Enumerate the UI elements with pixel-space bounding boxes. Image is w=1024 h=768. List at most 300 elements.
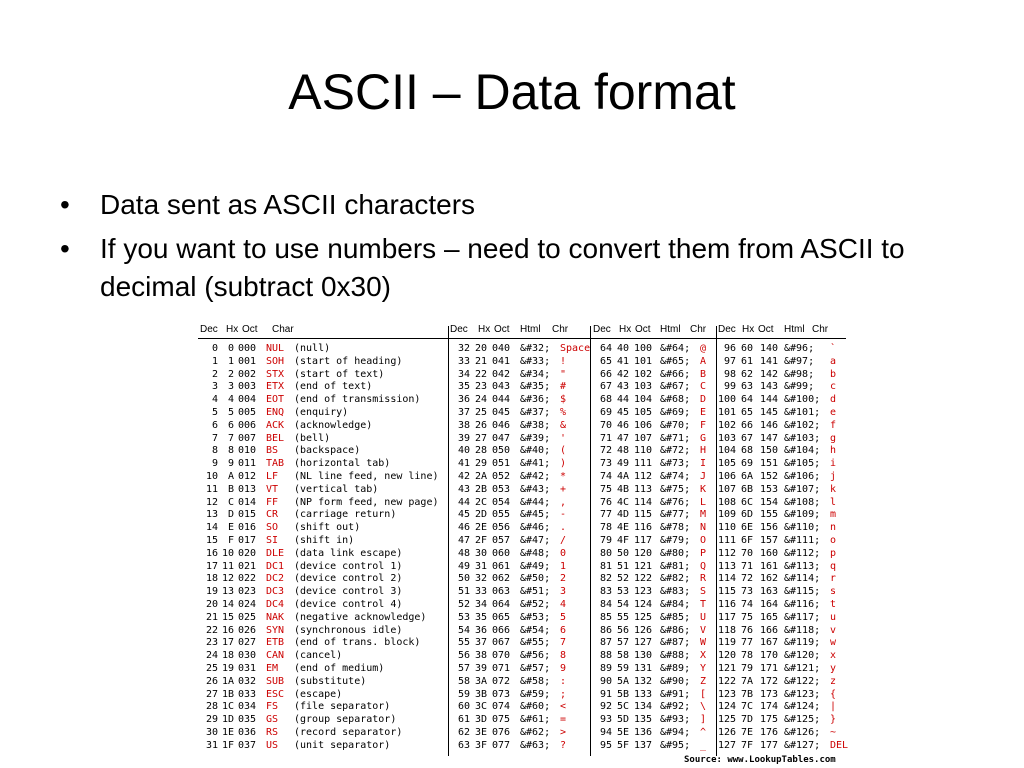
cell-hex: 13 [221,586,234,598]
cell-dec: 39 [457,432,470,444]
cell-dec: 35 [457,381,470,393]
cell-chr: 9 [560,663,567,674]
cell-dec: 25 [205,663,218,674]
cell-chr: u [830,611,837,623]
cell-hex: 48 [616,445,629,457]
cell-html: &#112; [784,547,821,559]
cell-description: (backspace) [294,445,361,457]
cell-description: (synchronous idle) [294,624,403,636]
table-row [198,509,858,522]
table-row [198,689,858,702]
cell-abbr: VT [266,483,279,495]
cell-hex: 4E [616,522,629,534]
table-row [198,535,858,548]
cell-dec: 87 [599,637,612,649]
cell-chr: M [700,509,707,521]
cell-hex: 67 [740,432,753,444]
cell-hex: 4D [616,509,629,521]
cell-hex: 57 [616,637,629,649]
cell-html: &#114; [784,573,821,585]
cell-hex: 73 [740,586,753,598]
cell-html: &#78; [660,522,691,534]
cell-description: (null) [294,343,331,354]
cell-oct: 133 [634,688,653,700]
cell-oct: 040 [492,343,511,354]
column-header: Oct [758,324,774,335]
cell-html: &#44; [520,496,551,508]
cell-dec: 45 [457,509,470,521]
cell-hex: 35 [474,611,487,623]
cell-dec: 30 [205,727,218,738]
cell-abbr: EM [266,663,279,674]
table-row [198,599,858,612]
cell-oct: 010 [238,445,257,457]
cell-html: &#45; [520,509,551,521]
cell-chr: + [560,483,567,495]
cell-chr: @ [700,343,707,354]
cell-dec: 62 [457,727,470,738]
cell-chr: & [560,419,567,431]
column-header: Html [660,324,681,335]
cell-chr: { [830,688,837,700]
cell-oct: 132 [634,675,653,687]
table-row [198,561,858,574]
cell-html: &#76; [660,496,691,508]
cell-dec: 122 [717,675,736,687]
cell-oct: 117 [634,535,653,546]
cell-description: (shift in) [294,535,355,546]
cell-abbr: ETB [266,637,285,649]
cell-dec: 57 [457,663,470,674]
cell-chr: DEL [830,739,849,751]
cell-dec: 119 [717,637,736,649]
cell-dec: 27 [205,688,218,700]
column-header: Html [520,324,541,335]
cell-dec: 1 [211,355,218,367]
cell-html: &#103; [784,432,821,444]
cell-hex: 5F [616,739,629,751]
cell-hex: 30 [474,547,487,559]
cell-oct: 135 [634,714,653,726]
cell-description: (enquiry) [294,407,349,418]
cell-html: &#59; [520,688,551,700]
cell-oct: 136 [634,727,653,738]
cell-html: &#85; [660,611,691,623]
cell-html: &#111; [784,535,821,546]
cell-hex: 22 [474,368,487,380]
cell-dec: 98 [723,368,736,380]
cell-oct: 036 [238,727,257,738]
cell-html: &#107; [784,483,821,495]
cell-description: (start of heading) [294,355,403,367]
table-row [198,420,858,433]
cell-html: &#118; [784,624,821,636]
cell-oct: 007 [238,432,257,444]
cell-hex: 74 [740,599,753,610]
cell-chr: [ [700,688,707,700]
cell-oct: 011 [238,458,257,470]
cell-dec: 76 [599,496,612,508]
cell-dec: 24 [205,650,218,662]
cell-chr: 3 [560,586,567,598]
cell-oct: 000 [238,343,257,354]
cell-description: (end of medium) [294,663,385,674]
cell-oct: 142 [760,368,779,380]
cell-oct: 175 [760,714,779,726]
cell-dec: 73 [599,458,612,470]
cell-hex: 56 [616,624,629,636]
cell-hex: 65 [740,407,753,418]
cell-html: &#123; [784,688,821,700]
cell-dec: 113 [717,560,736,572]
table-row [198,740,858,753]
cell-dec: 15 [205,535,218,546]
cell-hex: 29 [474,458,487,470]
cell-oct: 024 [238,599,257,610]
cell-chr: j [830,471,837,482]
cell-html: &#92; [660,701,691,713]
cell-dec: 26 [205,675,218,687]
bullet-item [60,230,950,306]
cell-oct: 032 [238,675,257,687]
cell-hex: 6E [740,522,753,534]
cell-chr: } [830,714,837,726]
cell-dec: 112 [717,547,736,559]
cell-dec: 9 [211,458,218,470]
cell-hex: 63 [740,381,753,393]
cell-hex: F [227,535,234,546]
cell-chr: ' [560,432,567,444]
cell-dec: 58 [457,675,470,687]
cell-chr: Z [700,675,707,687]
cell-chr: X [700,650,707,662]
cell-oct: 104 [634,394,653,406]
cell-chr: Q [700,560,707,572]
table-row [198,433,858,446]
cell-oct: 162 [760,573,779,585]
cell-abbr: STX [266,368,285,380]
cell-html: &#125; [784,714,821,726]
table-row [198,586,858,599]
table-row [198,484,858,497]
cell-hex: 27 [474,432,487,444]
cell-abbr: BEL [266,432,285,444]
cell-hex: 72 [740,573,753,585]
cell-oct: 153 [760,483,779,495]
cell-dec: 19 [205,586,218,598]
cell-html: &#62; [520,727,551,738]
cell-description: (end of trans. block) [294,637,421,649]
cell-oct: 171 [760,663,779,674]
cell-description: (cancel) [294,650,343,662]
cell-hex: 60 [740,343,753,354]
cell-chr: # [560,381,567,393]
table-row [198,625,858,638]
cell-html: &#65; [660,355,691,367]
cell-html: &#47; [520,535,551,546]
cell-oct: 070 [492,650,511,662]
cell-dec: 41 [457,458,470,470]
cell-html: &#36; [520,394,551,406]
cell-abbr: SUB [266,675,285,687]
table-row [198,343,858,356]
cell-dec: 4 [211,394,218,406]
cell-hex: 23 [474,381,487,393]
cell-dec: 111 [717,535,736,546]
cell-html: &#93; [660,714,691,726]
cell-oct: 102 [634,368,653,380]
cell-chr: D [700,394,707,406]
cell-hex: 18 [221,650,234,662]
cell-dec: 14 [205,522,218,534]
cell-abbr: ETX [266,381,285,393]
cell-chr: z [830,675,837,687]
cell-html: &#113; [784,560,821,572]
cell-oct: 061 [492,560,511,572]
cell-oct: 114 [634,496,653,508]
cell-oct: 134 [634,701,653,713]
cell-hex: 44 [616,394,629,406]
cell-oct: 143 [760,381,779,393]
cell-dec: 72 [599,445,612,457]
cell-chr: O [700,535,707,546]
cell-html: &#87; [660,637,691,649]
cell-oct: 151 [760,458,779,470]
cell-hex: 59 [616,663,629,674]
cell-hex: 7C [740,701,753,713]
cell-hex: 1D [221,714,234,726]
cell-chr: c [830,381,837,393]
cell-hex: B [227,483,234,495]
cell-dec: 107 [717,483,736,495]
cell-chr: $ [560,394,567,406]
cell-oct: 157 [760,535,779,546]
cell-hex: 78 [740,650,753,662]
cell-dec: 79 [599,535,612,546]
cell-html: &#58; [520,675,551,687]
cell-hex: 47 [616,432,629,444]
cell-hex: 20 [474,343,487,354]
table-row [198,573,858,586]
cell-dec: 65 [599,355,612,367]
cell-dec: 92 [599,701,612,713]
cell-oct: 025 [238,611,257,623]
cell-hex: 26 [474,419,487,431]
cell-hex: 49 [616,458,629,470]
cell-hex: 7D [740,714,753,726]
cell-chr: T [700,599,707,610]
cell-chr: > [560,727,567,738]
cell-description: (device control 3) [294,586,403,598]
cell-chr: q [830,560,837,572]
cell-hex: 4C [616,496,629,508]
cell-oct: 107 [634,432,653,444]
cell-html: &#57; [520,663,551,674]
cell-dec: 11 [205,483,218,495]
cell-oct: 124 [634,599,653,610]
cell-dec: 124 [717,701,736,713]
cell-dec: 64 [599,343,612,354]
cell-hex: 0 [227,343,234,354]
cell-oct: 041 [492,355,511,367]
cell-dec: 125 [717,714,736,726]
cell-hex: D [227,509,234,521]
cell-dec: 110 [717,522,736,534]
cell-oct: 051 [492,458,511,470]
cell-html: &#35; [520,381,551,393]
cell-html: &#83; [660,586,691,598]
cell-oct: 042 [492,368,511,380]
cell-oct: 170 [760,650,779,662]
cell-chr: N [700,522,707,534]
cell-dec: 69 [599,407,612,418]
cell-hex: 53 [616,586,629,598]
cell-oct: 023 [238,586,257,598]
cell-oct: 140 [760,343,779,354]
table-row [198,369,858,382]
cell-dec: 70 [599,419,612,431]
cell-dec: 83 [599,586,612,598]
cell-chr: i [830,458,837,470]
cell-oct: 033 [238,688,257,700]
cell-oct: 052 [492,471,511,482]
cell-html: &#102; [784,419,821,431]
cell-chr: ; [560,688,567,700]
cell-html: &#98; [784,368,815,380]
cell-html: &#70; [660,419,691,431]
cell-dec: 20 [205,599,218,610]
cell-description: (bell) [294,432,331,444]
cell-hex: 2B [474,483,487,495]
cell-oct: 177 [760,739,779,751]
cell-html: &#95; [660,739,691,751]
cell-oct: 062 [492,573,511,585]
cell-abbr: DC3 [266,586,285,598]
cell-abbr: NUL [266,343,285,354]
cell-dec: 50 [457,573,470,585]
cell-hex: 58 [616,650,629,662]
cell-dec: 10 [205,471,218,482]
cell-hex: 6B [740,483,753,495]
cell-chr: 5 [560,611,567,623]
cell-chr: s [830,586,837,598]
cell-oct: 137 [634,739,653,751]
bullet-item [60,186,950,224]
cell-html: &#127; [784,739,821,751]
cell-oct: 165 [760,611,779,623]
cell-dec: 100 [717,394,736,406]
cell-chr: % [560,407,567,418]
cell-html: &#109; [784,509,821,521]
cell-hex: 55 [616,611,629,623]
cell-dec: 22 [205,624,218,636]
cell-oct: 120 [634,547,653,559]
cell-chr: p [830,547,837,559]
cell-oct: 012 [238,471,257,482]
cell-chr: 2 [560,573,567,585]
cell-hex: 33 [474,586,487,598]
cell-oct: 110 [634,445,653,457]
cell-oct: 003 [238,381,257,393]
table-row [198,676,858,689]
cell-dec: 13 [205,509,218,521]
slide-title: ASCII – Data format [288,64,736,120]
column-header: Dec [450,324,468,335]
cell-oct: 156 [760,522,779,534]
cell-chr: G [700,432,707,444]
cell-dec: 117 [717,611,736,623]
cell-dec: 17 [205,560,218,572]
cell-oct: 105 [634,407,653,418]
cell-oct: 063 [492,586,511,598]
cell-dec: 31 [205,739,218,751]
cell-dec: 32 [457,343,470,354]
cell-dec: 91 [599,688,612,700]
cell-dec: 68 [599,394,612,406]
cell-hex: 66 [740,419,753,431]
cell-dec: 104 [717,445,736,457]
column-header: Oct [635,324,651,335]
cell-dec: 44 [457,496,470,508]
cell-oct: 016 [238,522,257,534]
cell-dec: 0 [211,343,218,354]
cell-abbr: ENQ [266,407,285,418]
cell-hex: 46 [616,419,629,431]
cell-oct: 017 [238,535,257,546]
cell-dec: 85 [599,611,612,623]
cell-oct: 047 [492,432,511,444]
cell-hex: 31 [474,560,487,572]
cell-oct: 131 [634,663,653,674]
cell-oct: 172 [760,675,779,687]
cell-abbr: US [266,739,279,751]
cell-dec: 96 [723,343,736,354]
cell-html: &#120; [784,650,821,662]
column-header: Oct [494,324,510,335]
cell-oct: 141 [760,355,779,367]
cell-oct: 027 [238,637,257,649]
cell-chr: _ [700,739,707,751]
cell-html: &#96; [784,343,815,354]
cell-abbr: FF [266,496,279,508]
cell-oct: 076 [492,727,511,738]
cell-hex: 9 [227,458,234,470]
cell-chr: d [830,394,837,406]
cell-html: &#32; [520,343,551,354]
cell-oct: 046 [492,419,511,431]
cell-description: (data link escape) [294,547,403,559]
cell-chr: H [700,445,707,457]
cell-html: &#124; [784,701,821,713]
cell-oct: 155 [760,509,779,521]
cell-dec: 74 [599,471,612,482]
cell-hex: 62 [740,368,753,380]
column-header: Oct [242,324,258,335]
cell-chr: R [700,573,707,585]
cell-hex: 4 [227,394,234,406]
cell-chr: ` [830,343,837,354]
cell-dec: 48 [457,547,470,559]
cell-chr: r [830,573,837,585]
cell-abbr: ACK [266,419,285,431]
cell-oct: 045 [492,407,511,418]
cell-chr: V [700,624,707,636]
cell-oct: 067 [492,637,511,649]
table-row [198,637,858,650]
cell-abbr: TAB [266,458,285,470]
cell-oct: 103 [634,381,653,393]
cell-dec: 90 [599,675,612,687]
